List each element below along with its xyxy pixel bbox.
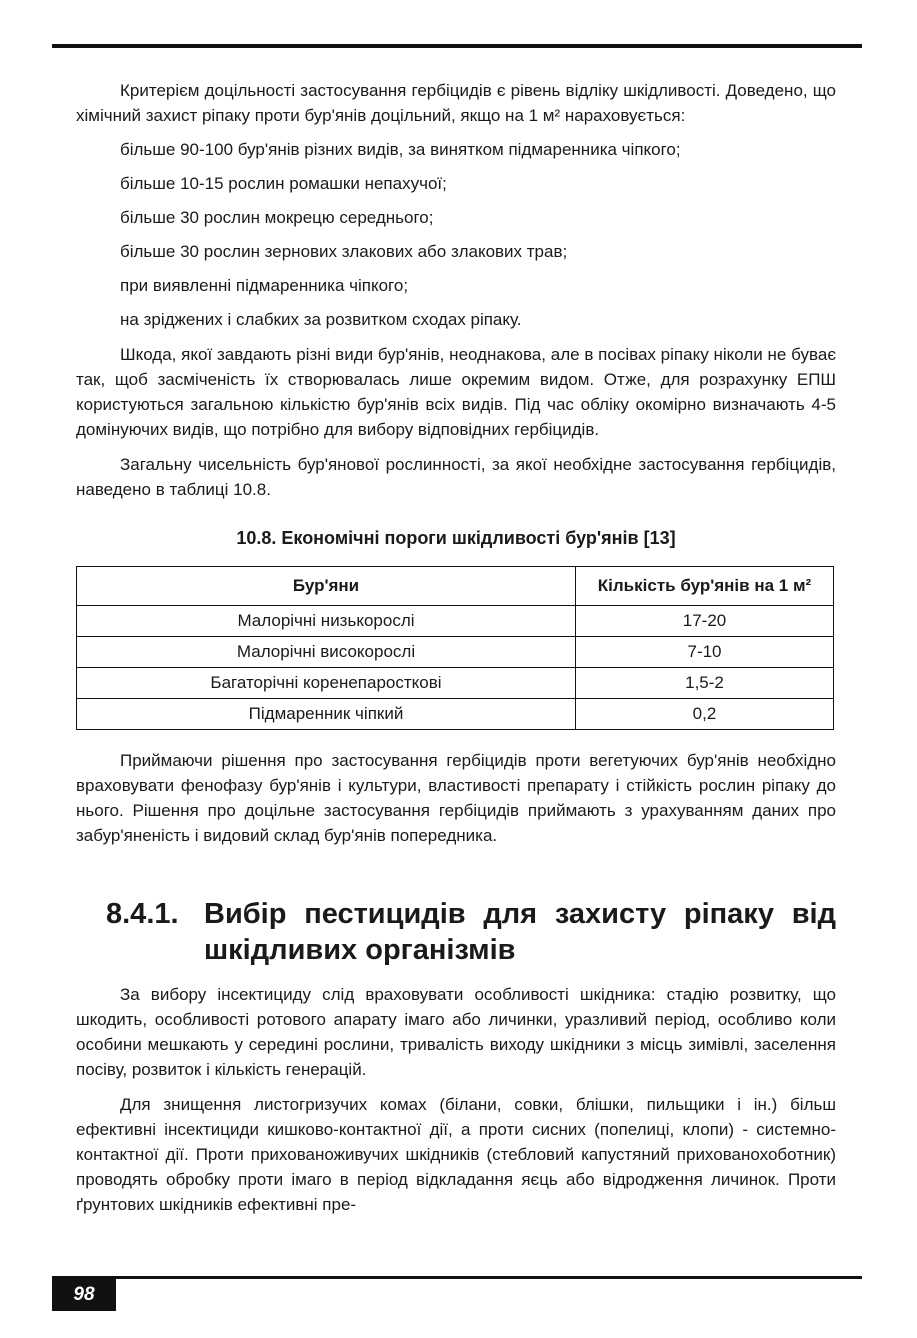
weed-threshold-table (76, 566, 834, 730)
cell-count: 1,5-2 (576, 668, 834, 699)
list-item: на зріджених і слабких за розвитком сходах ріпаку. (120, 310, 522, 329)
section-number: 8.4.1. (106, 898, 179, 930)
header-count: Кількість бур'янів на 1 м² (576, 567, 834, 606)
paragraph-damage: Шкода, якої завдають різні види бур'янів, неоднакова, але в посівах ріпаку ніколи не буває так, щоб засміченість їх створювалась лише окремим видом. Отже, для розрахунку ЕПШ користуються загальною кількістю бур'янів всіх видів. Під час обліку окомірно визначають 4-5 домінуючих видів, що потрібно для вибору відповідних гербіцидів. (76, 345, 836, 439)
cell-weed: Підмаренник чіпкий (77, 699, 576, 730)
list-item: більше 10-15 рослин ромашки непахучої; (120, 174, 447, 193)
bottom-rule (52, 1276, 862, 1279)
top-rule (52, 44, 862, 48)
table-caption: 10.8. Економічні пороги шкідливості бур'янів [13] (236, 528, 676, 548)
page-content (76, 78, 836, 1217)
paragraph-insecticide-choice: За вибору інсектициду слід враховувати особливості шкідника: стадію розвитку, що шкодить, особливості ротового апарату імаго або личинки, уразливий період, особливо коли особини мешкають у середині рослини, тривалість виходу шкідники з місць зимівлі, заселення посіву, розвиток і кількість генерацій. (76, 985, 836, 1079)
section-heading (106, 896, 836, 968)
cell-weed: Багаторічні коренепаросткові (77, 668, 576, 699)
paragraph-criterion: Критерієм доцільності застосування гербіцидів є рівень відліку шкідливості. Доведено, що хімічний захист ріпаку проти бур'янів доцільний, якщо на 1 м² нараховується: (76, 81, 836, 125)
cell-count: 17-20 (576, 606, 834, 637)
table-row (77, 606, 834, 637)
cell-count: 0,2 (576, 699, 834, 730)
cell-weed: Малорічні високорослі (77, 637, 576, 668)
table-header-row (77, 567, 834, 606)
table-row (77, 637, 834, 668)
cell-weed: Малорічні низькорослі (77, 606, 576, 637)
list-item: більше 30 рослин мокрецю середнього; (120, 208, 434, 227)
header-weeds: Бур'яни (77, 567, 576, 606)
page-number: 98 (52, 1279, 116, 1311)
list-item: більше 30 рослин зернових злакових або злакових трав; (120, 242, 568, 261)
list-item: при виявленні підмаренника чіпкого; (120, 276, 409, 295)
paragraph-decision: Приймаючи рішення про застосування гербіцидів проти вегетуючих бур'янів необхідно враховувати фенофазу бур'янів і культури, властивості препарату і стійкість рослин ріпаку до нього. Рішення про доцільне застосування гербіцидів приймають з урахуванням даних про забур'яненість і видовий склад бур'янів попередника. (76, 751, 836, 845)
list-item: більше 90-100 бур'янів різних видів, за винятком підмаренника чіпкого; (120, 140, 681, 159)
paragraph-pest-control: Для знищення листогризучих комах (білани, совки, блішки, пильщики і ін.) більш ефективні інсектициди кишково-контактної дії, а проти сисних (попелиці, клопи) - системно-контактної дії. Проти прихованоживучих шкідників (стебловий капустяний прихованохоботник) проводять обробку проти імаго в період відкладання яєць або відродження личинок. Проти ґрунтових шкідників ефективні пре- (76, 1095, 836, 1214)
section-title: Вибір пестицидів для захисту ріпаку від шкідливих організмів (204, 898, 836, 966)
threshold-list (76, 137, 836, 332)
table-row (77, 668, 834, 699)
paragraph-table-intro: Загальну чисельність бур'янової рослинності, за якої необхідне застосування гербіцидів, наведено в таблиці 10.8. (76, 455, 836, 499)
cell-count: 7-10 (576, 637, 834, 668)
table-row (77, 699, 834, 730)
